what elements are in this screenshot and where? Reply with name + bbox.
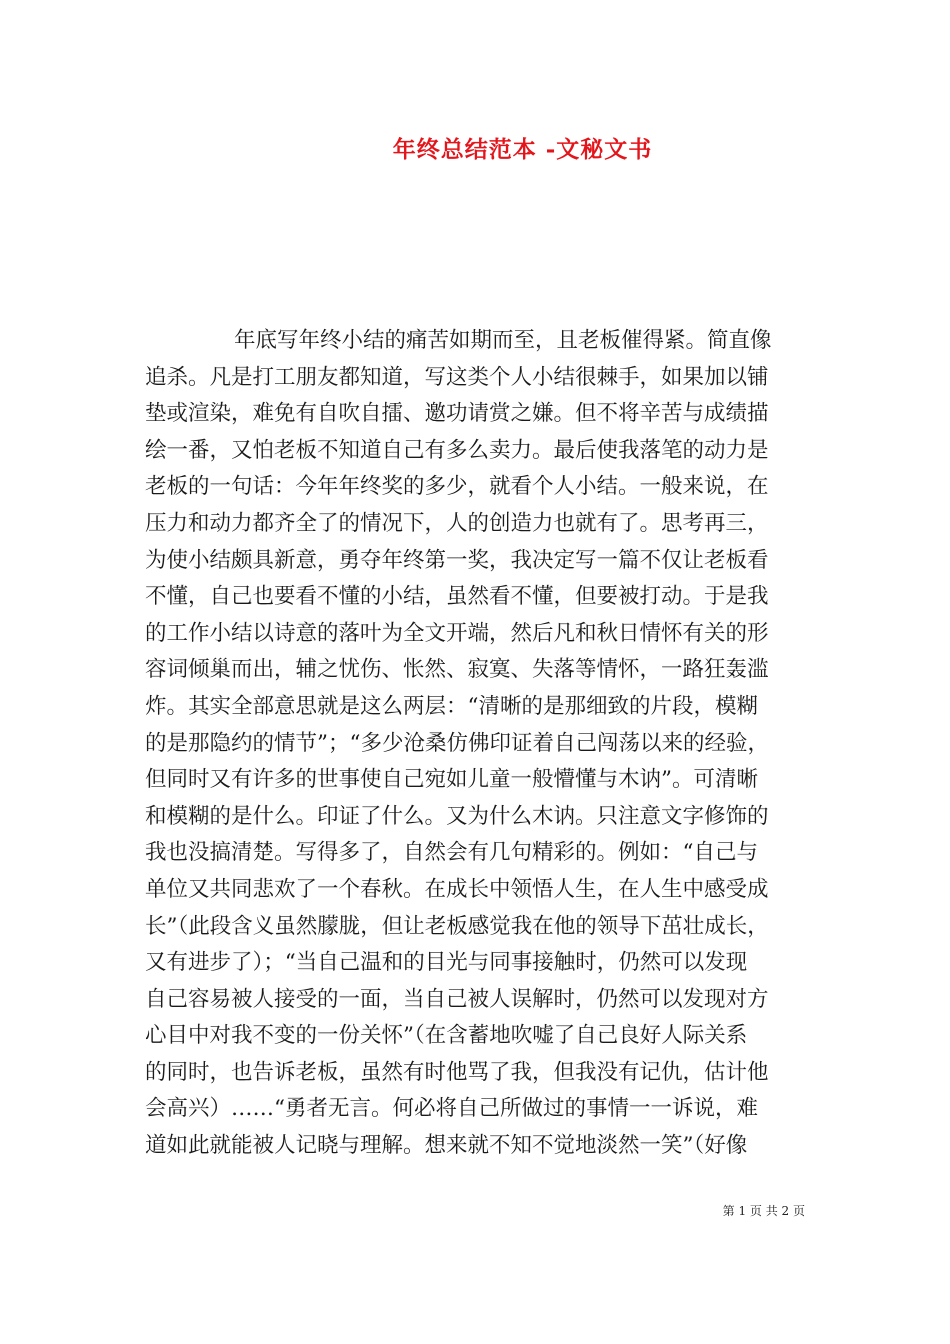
body-line: 不懂，自己也要看不懂的小结，虽然看不懂，但要被打动。于是我 — [145, 584, 769, 610]
body-line: 又有进步了）；“当自己温和的目光与同事接触时，仍然可以发现 — [145, 950, 748, 976]
body-line: 我也没搞清楚。写得多了，自然会有几句精彩的。例如：“自己与 — [145, 840, 758, 866]
body-line: 绘一番，又怕老板不知道自己有多么卖力。最后使我落笔的动力是 — [145, 437, 769, 463]
body-line: 的同时，也告诉老板，虽然有时他骂了我，但我没有记仇，估计他 — [145, 1059, 769, 1085]
page-number-footer: 第 1 页 共 2 页 — [722, 1204, 805, 1218]
document-body — [145, 323, 809, 1165]
body-line: 年底写年终小结的痛苦如期而至，且老板催得紧。简直像 — [234, 328, 772, 353]
document-title: 年终总结范本 -文秘文书 — [392, 136, 653, 163]
body-line: 的是那隐约的情节”；“多少沧桑仿佛印证着自己闯荡以来的经验， — [145, 730, 769, 756]
body-line: 压力和动力都齐全了的情况下，人的创造力也就有了。思考再三， — [145, 510, 769, 536]
body-line: 追杀。凡是打工朋友都知道，写这类个人小结很棘手，如果加以铺 — [145, 364, 769, 390]
body-line: 容词倾巢而出，辅之忧伤、怅然、寂寞、失落等情怀，一路狂轰滥 — [145, 657, 769, 683]
body-line: 自己容易被人接受的一面，当自己被人误解时，仍然可以发现对方 — [145, 986, 769, 1012]
body-line: 老板的一句话：今年年终奖的多少，就看个人小结。一般来说，在 — [145, 474, 769, 500]
body-line: 为使小结颇具新意，勇夺年终第一奖，我决定写一篇不仅让老板看 — [145, 547, 769, 573]
body-line: 和模糊的是什么。印证了什么。又为什么木讷。只注意文字修饰的 — [145, 803, 769, 829]
body-line: 垫或渲染，难免有自吹自擂、邀功请赏之嫌。但不将辛苦与成绩描 — [145, 401, 769, 427]
body-line: 单位又共同悲欢了一个春秋。在成长中领悟人生，在人生中感受成 — [145, 876, 769, 902]
body-line: 心目中对我不变的一份关怀”（在含蓄地吹嘘了自己良好人际关系 — [145, 1023, 748, 1049]
body-line: 会高兴）……“勇者无言。何必将自己所做过的事情一一诉说，难 — [145, 1096, 758, 1122]
body-line: 炸。其实全部意思就是这么两层：“清晰的是那细致的片段，模糊 — [145, 693, 758, 719]
body-line: 的工作小结以诗意的落叶为全文开端，然后凡和秋日情怀有关的形 — [145, 620, 769, 646]
body-line: 但同时又有许多的世事使自己宛如儿童一般懵懂与木讷”。可清晰 — [145, 767, 758, 793]
body-line: 道如此就能被人记晓与理解。想来就不知不觉地淡然一笑”（好像 — [145, 1133, 748, 1159]
body-line: 长”（此段含义虽然朦胧，但让老板感觉我在他的领导下茁壮成长， — [145, 913, 769, 939]
